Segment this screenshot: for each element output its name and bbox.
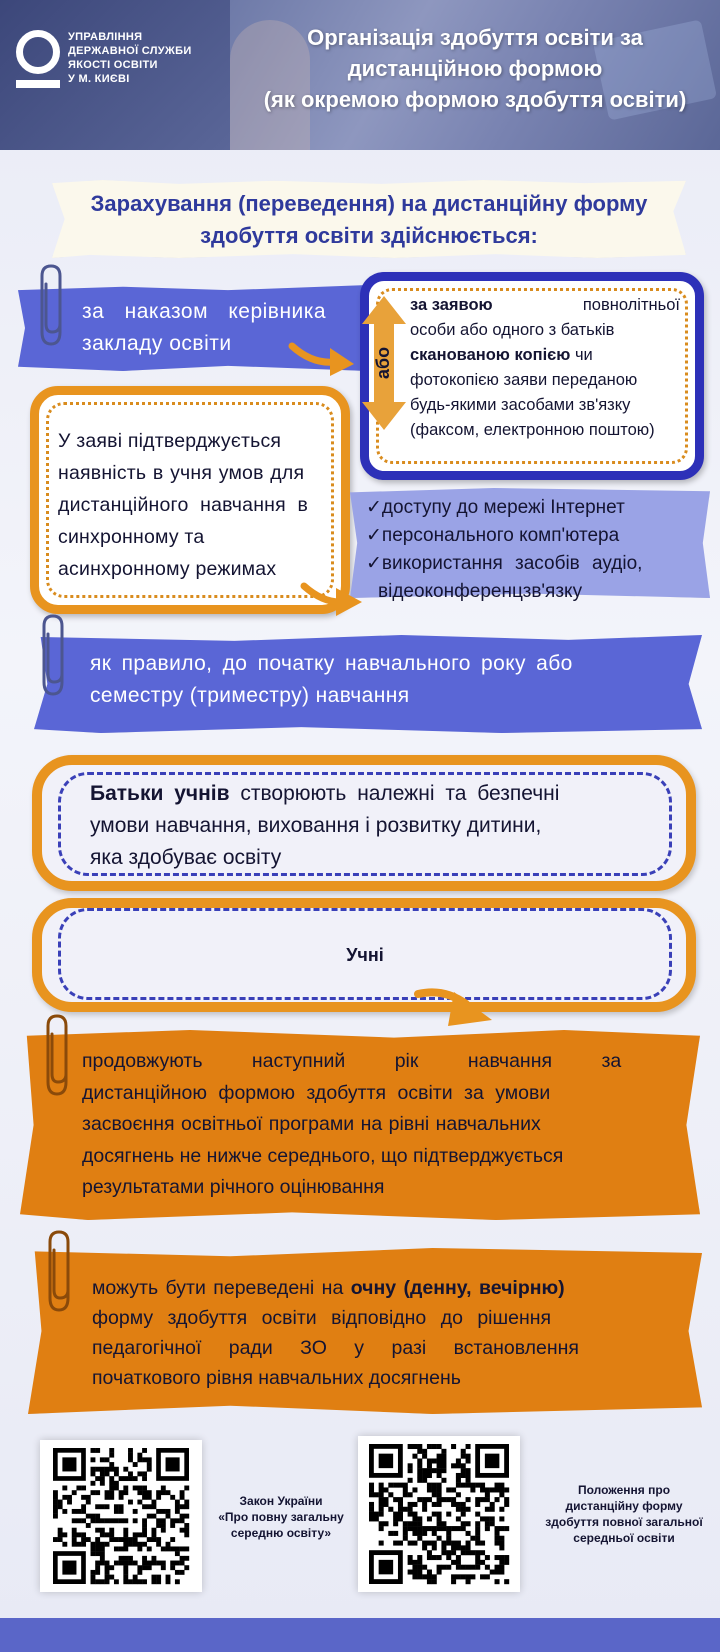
page-title-line: (як окремою формою здобуття освіти) bbox=[263, 87, 687, 112]
conditions-box-line: синхронному та bbox=[58, 526, 205, 548]
list-item bbox=[366, 550, 706, 578]
parents-text bbox=[90, 778, 642, 874]
list-item-label: відеоконференцзв'язку bbox=[378, 581, 583, 602]
list-item bbox=[366, 522, 706, 550]
qr-caption-law bbox=[206, 1493, 356, 1541]
page-title bbox=[236, 22, 714, 115]
continue-line: результатами річного оцінювання bbox=[82, 1176, 385, 1198]
check-icon: ✓ bbox=[366, 497, 382, 518]
org-name-line: ЯКОСТІ ОСВІТИ bbox=[68, 59, 158, 71]
conditions-box-line: У заяві підтверджується bbox=[58, 430, 282, 452]
page-title-line: Організація здобуття освіти за bbox=[307, 25, 643, 50]
conditions-box-line: наявність в учня умов для bbox=[58, 462, 305, 484]
subtitle-line: здобуття освіти здійснюється: bbox=[200, 223, 538, 248]
application-line bbox=[410, 343, 680, 368]
qr-caption-line: середню освіту» bbox=[230, 1526, 332, 1540]
org-name-line: ДЕРЖАВНОЇ СЛУЖБИ bbox=[68, 45, 192, 57]
application-line bbox=[410, 293, 680, 318]
qr-code-icon bbox=[358, 1436, 520, 1592]
timing-text-line: семестру (триместру) навчання bbox=[90, 684, 410, 707]
application-line: будь-якими засобами зв'язку bbox=[410, 396, 631, 414]
paperclip-icon bbox=[34, 262, 70, 348]
list-item-label: доступу до мережі Інтернет bbox=[381, 497, 625, 518]
continue-line: засвоєння освітньої програми на рівні навчальних bbox=[82, 1113, 541, 1135]
logo-bar-icon bbox=[16, 80, 60, 88]
list-item bbox=[366, 494, 706, 522]
parents-rest: створюють належні та безпечні bbox=[229, 782, 560, 805]
transfer-line: форму здобуття освіти відповідно до рішення bbox=[92, 1307, 552, 1329]
transfer-text bbox=[92, 1273, 668, 1393]
subtitle bbox=[52, 188, 686, 252]
parents-line: умови навчання, виховання і розвитку дитини, bbox=[90, 814, 542, 837]
org-name-line: У М. КИЄВІ bbox=[68, 73, 130, 85]
qr-caption-line: Закон України bbox=[239, 1494, 323, 1508]
qr-code-regulation[interactable] bbox=[358, 1436, 520, 1592]
subtitle-line: Зарахування (переведення) на дистанційну форму bbox=[90, 191, 648, 216]
footer-bar bbox=[0, 1618, 720, 1652]
page-title-line: дистанційною формою bbox=[347, 56, 603, 81]
continue-line: досягнень не нижче середнього, що підтверджується bbox=[82, 1144, 564, 1167]
qr-caption-line: Положення про bbox=[577, 1483, 671, 1497]
timing-text-line: як правило, до початку навчального року або bbox=[90, 652, 573, 675]
order-text-line: за наказом керівника bbox=[82, 300, 327, 323]
org-name bbox=[68, 30, 228, 86]
parents-bold: Батьки учнів bbox=[90, 782, 230, 805]
curved-arrow-icon bbox=[300, 580, 366, 620]
qr-caption-line: здобуття повної загальної bbox=[545, 1515, 703, 1529]
conditions-box-text bbox=[58, 425, 338, 585]
curved-arrow-icon bbox=[414, 986, 500, 1036]
curved-arrow-icon bbox=[288, 342, 358, 382]
paperclip-icon bbox=[36, 612, 72, 698]
paperclip-icon bbox=[42, 1228, 78, 1314]
qr-caption-line: дистанційну форму bbox=[565, 1499, 683, 1513]
transfer-line: педагогічної ради ЗО у разі встановлення bbox=[92, 1337, 579, 1359]
application-text bbox=[410, 293, 680, 443]
application-line: особи або одного з батьків bbox=[410, 321, 615, 339]
continue-line: продовжують наступний рік навчання за bbox=[82, 1050, 622, 1072]
conditions-list bbox=[366, 494, 706, 606]
transfer-line bbox=[92, 1273, 668, 1303]
students-label: Учні bbox=[346, 945, 384, 965]
order-text-line: закладу освіти bbox=[82, 332, 232, 355]
qr-caption-line: «Про повну загальну bbox=[218, 1510, 344, 1524]
transfer-bold: очну (денну, вечірню) bbox=[350, 1277, 565, 1299]
conditions-box-line: асинхронному режимах bbox=[58, 558, 277, 580]
logo-icon bbox=[16, 30, 60, 74]
application-bold: сканованою копією bbox=[410, 346, 571, 364]
paperclip-icon bbox=[40, 1012, 76, 1098]
timing-text bbox=[90, 648, 690, 712]
application-line: фотокопією заяви переданою bbox=[410, 371, 638, 389]
qr-code-icon bbox=[40, 1440, 202, 1592]
transfer-line: початкового рівня навчальних досягнень bbox=[92, 1367, 461, 1389]
qr-code-law[interactable] bbox=[40, 1440, 202, 1592]
check-icon: ✓ bbox=[366, 525, 382, 546]
parents-line: яка здобуває освіту bbox=[90, 846, 282, 869]
parents-line bbox=[90, 778, 642, 810]
qr-caption-line: середньої освіти bbox=[573, 1531, 675, 1545]
continue-text bbox=[82, 1046, 668, 1204]
check-icon: ✓ bbox=[366, 553, 382, 574]
application-line: (факсом, електронною поштою) bbox=[410, 421, 655, 439]
transfer-rest: можуть бути переведені на bbox=[92, 1277, 351, 1299]
list-item bbox=[366, 578, 706, 606]
application-bold: за заявою bbox=[410, 296, 493, 314]
application-rest: повнолітньої bbox=[582, 296, 680, 314]
org-name-line: УПРАВЛІННЯ bbox=[68, 31, 143, 43]
list-item-label: персонального комп'ютера bbox=[381, 525, 620, 546]
list-item-label: використання засобів аудіо, bbox=[381, 553, 643, 574]
application-rest: чи bbox=[570, 346, 593, 364]
conditions-box-line: дистанційного навчання в bbox=[58, 494, 309, 516]
or-label: або bbox=[373, 346, 393, 380]
qr-caption-regulation bbox=[534, 1482, 714, 1546]
continue-line: дистанційною формою здобуття освіти за умови bbox=[82, 1081, 551, 1104]
